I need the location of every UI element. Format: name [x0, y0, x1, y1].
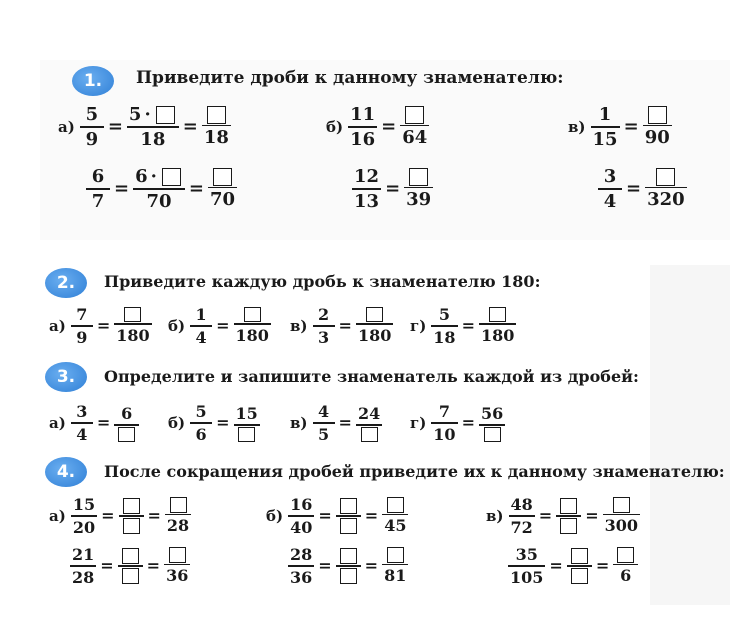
fraction [313, 305, 335, 347]
numerator: 5 [438, 305, 450, 324]
answer-box[interactable] [123, 518, 140, 534]
fraction [71, 402, 93, 444]
answer-box[interactable] [560, 498, 577, 514]
equals-sign: = [146, 556, 161, 576]
equals-sign: = [549, 556, 563, 576]
fraction [556, 498, 581, 534]
denominator: 9 [85, 128, 99, 150]
task-title: После сокращения дробей приведите их к данному знаменателю: [104, 462, 725, 481]
fraction [431, 305, 457, 347]
equals-sign: = [318, 556, 332, 576]
answer-box[interactable] [162, 168, 181, 186]
fraction [133, 166, 185, 212]
answer-box[interactable] [340, 548, 357, 564]
equals-sign: = [595, 556, 610, 576]
item-label: а) [58, 117, 75, 136]
fraction [348, 104, 377, 150]
equals-sign: = [364, 556, 379, 576]
task-title: Приведите дроби к данному знаменателю: [136, 68, 564, 88]
numerator: 12 [354, 166, 380, 187]
fraction [598, 166, 622, 212]
denominator: 7 [91, 190, 105, 212]
denominator: 15 [592, 128, 618, 150]
numerator: 6 [91, 166, 105, 187]
fraction [400, 106, 429, 149]
answer-box[interactable] [340, 568, 357, 584]
denominator: 28 [166, 516, 190, 536]
denominator: 28 [72, 567, 95, 587]
answer-box[interactable] [409, 168, 428, 186]
item-label: б) [168, 413, 186, 432]
equals-sign: = [96, 413, 111, 433]
fraction [352, 166, 381, 212]
equals-sign: = [216, 316, 230, 336]
numerator: 5 [85, 104, 99, 125]
fraction [591, 104, 620, 150]
multiply-dot: · [150, 166, 157, 187]
denominator: 18 [433, 327, 456, 347]
answer-box[interactable] [169, 547, 186, 563]
answer-box[interactable] [340, 518, 357, 534]
item-label: г) [410, 413, 427, 432]
fraction [114, 307, 151, 345]
answer-box[interactable] [387, 547, 404, 563]
task-number-badge: 1. [72, 66, 114, 96]
answer-box[interactable] [361, 427, 378, 442]
numerator: 48 [510, 495, 533, 514]
equals-sign: = [147, 506, 161, 526]
fraction [71, 495, 97, 537]
expression-4a-row1 [49, 495, 191, 537]
denominator: 90 [644, 127, 670, 149]
equals-sign: = [96, 316, 111, 336]
answer-box[interactable] [123, 498, 140, 514]
numerator: 24 [357, 404, 381, 423]
answer-box[interactable] [571, 548, 588, 564]
answer-box[interactable] [571, 568, 588, 584]
numerator: 2 [317, 305, 330, 324]
answer-box[interactable] [238, 427, 255, 442]
expression-2d [410, 305, 516, 347]
fraction [127, 104, 179, 150]
item-label: в) [290, 413, 308, 432]
numerator: 4 [317, 402, 330, 421]
task-title: Приведите каждую дробь к знаменателю 180: [104, 272, 541, 291]
numerator: 15 [235, 404, 258, 423]
fraction [479, 404, 505, 442]
item-label: г) [410, 316, 427, 335]
answer-box[interactable] [656, 168, 675, 186]
task-number-badge: 4. [45, 457, 87, 487]
answer-box[interactable] [213, 168, 232, 186]
numerator: 15 [72, 495, 96, 514]
answer-box[interactable] [366, 307, 383, 322]
fraction [190, 305, 212, 347]
numerator: 3 [76, 402, 88, 421]
expression-3c [290, 402, 382, 444]
denominator: 70 [146, 190, 172, 212]
expression-3a [49, 402, 139, 444]
item-label: в) [486, 506, 504, 525]
item-label: а) [49, 316, 66, 335]
numerator: 6 [121, 404, 133, 423]
denominator: 70 [210, 189, 236, 211]
answer-box[interactable] [340, 498, 357, 514]
answer-box[interactable] [648, 106, 667, 124]
fraction [336, 548, 361, 584]
fraction [404, 168, 433, 211]
numerator: 7 [438, 402, 450, 421]
equals-sign: = [318, 506, 332, 526]
item-label: а) [49, 413, 66, 432]
task-title: Определите и запишите знаменатель каждой из дробей: [104, 367, 639, 386]
equals-sign: = [364, 506, 379, 526]
denominator: 180 [235, 325, 269, 345]
answer-box[interactable] [613, 497, 630, 513]
equals-sign: = [182, 116, 198, 138]
equals-sign: = [188, 178, 204, 200]
expression-2c [290, 305, 393, 347]
fraction [567, 548, 592, 584]
denominator: 300 [604, 516, 639, 536]
denominator: 18 [203, 127, 229, 149]
numerator: 5 [128, 104, 142, 125]
numerator: 7 [76, 305, 88, 324]
denominator: 64 [402, 127, 428, 149]
fraction [118, 548, 143, 584]
numerator: 1 [598, 104, 612, 125]
fraction [119, 498, 144, 534]
expression-1b-row2 [352, 166, 433, 212]
equals-sign: = [107, 116, 123, 138]
item-label: а) [49, 506, 66, 525]
fraction [70, 545, 96, 587]
equals-sign: = [338, 316, 352, 336]
fraction [356, 404, 382, 442]
equals-sign: = [461, 413, 475, 433]
answer-box[interactable] [484, 427, 501, 442]
item-label: б) [326, 117, 344, 136]
answer-box[interactable] [207, 106, 226, 124]
numerator: 11 [350, 104, 376, 125]
equals-sign: = [585, 506, 599, 526]
answer-box[interactable] [244, 307, 261, 322]
equals-sign: = [626, 178, 642, 200]
expression-4b-row2 [288, 545, 408, 587]
answer-box[interactable] [560, 518, 577, 534]
numerator: 16 [290, 495, 313, 514]
denominator: 13 [354, 190, 380, 212]
fraction [114, 404, 139, 442]
denominator: 3 [317, 327, 330, 347]
fraction [336, 498, 361, 534]
denominator: 320 [647, 189, 685, 211]
denominator: 10 [433, 424, 456, 444]
equals-sign: = [381, 116, 397, 138]
fraction [288, 495, 314, 537]
equals-sign: = [338, 413, 352, 433]
expression-4b-row1 [266, 495, 408, 537]
numerator: 3 [603, 166, 617, 187]
expression-3d [410, 402, 505, 444]
expression-1a-row1 [58, 104, 231, 150]
denominator: 4 [195, 327, 207, 347]
fraction [313, 402, 335, 444]
denominator: 81 [384, 566, 407, 586]
multiply-dot: · [144, 104, 151, 125]
bleed-through-background [650, 265, 730, 605]
fraction [71, 305, 93, 347]
denominator: 39 [406, 189, 432, 211]
expression-4c-row1 [486, 495, 640, 537]
equals-sign: = [461, 316, 475, 336]
expression-1c-row1 [568, 104, 672, 150]
denominator: 180 [357, 325, 392, 345]
denominator: 40 [290, 517, 313, 537]
answer-box[interactable] [118, 427, 135, 442]
task-number-badge: 3. [45, 362, 87, 392]
denominator: 4 [76, 424, 88, 444]
denominator: 4 [603, 190, 617, 212]
item-label: в) [568, 117, 586, 136]
fraction [603, 497, 640, 536]
fraction [356, 307, 393, 345]
fraction [288, 545, 314, 587]
denominator: 72 [510, 517, 533, 537]
denominator: 6 [620, 566, 632, 586]
expression-4c-row2 [508, 545, 638, 587]
denominator: 105 [510, 567, 544, 587]
answer-box[interactable] [156, 106, 175, 124]
fraction [382, 547, 408, 586]
denominator: 180 [116, 325, 150, 345]
fraction [613, 547, 638, 586]
equals-sign: = [216, 413, 230, 433]
equals-sign: = [100, 556, 114, 576]
equals-sign: = [101, 506, 115, 526]
numerator: 1 [195, 305, 207, 324]
numerator: 5 [195, 402, 207, 421]
fraction [643, 106, 672, 149]
fraction [164, 547, 190, 586]
item-label: в) [290, 316, 308, 335]
item-label: б) [266, 506, 284, 525]
numerator: 56 [480, 404, 504, 423]
fraction [645, 168, 687, 211]
denominator: 5 [317, 424, 330, 444]
fraction [431, 402, 457, 444]
answer-box[interactable] [405, 106, 424, 124]
denominator: 9 [76, 327, 88, 347]
fraction [86, 166, 110, 212]
fraction [80, 104, 104, 150]
denominator: 6 [195, 424, 207, 444]
fraction [234, 307, 271, 345]
answer-box[interactable] [387, 497, 404, 513]
equals-sign: = [385, 178, 401, 200]
answer-box[interactable] [122, 568, 139, 584]
fraction [508, 545, 545, 587]
task-number-badge: 2. [45, 268, 87, 298]
answer-box[interactable] [170, 497, 187, 513]
fraction [202, 106, 231, 149]
denominator: 45 [384, 516, 407, 536]
equals-sign: = [114, 178, 130, 200]
denominator: 180 [480, 325, 515, 345]
item-label: б) [168, 316, 186, 335]
fraction [509, 495, 535, 537]
answer-box[interactable] [122, 548, 139, 564]
expression-1a-row2 [86, 166, 237, 212]
denominator: 16 [350, 128, 376, 150]
expression-4a-row2 [70, 545, 190, 587]
answer-box[interactable] [617, 547, 634, 563]
denominator: 36 [290, 567, 313, 587]
equals-sign: = [538, 506, 553, 526]
expression-1c-row2 [598, 166, 687, 212]
fraction [382, 497, 408, 536]
numerator: 28 [290, 545, 313, 564]
denominator: 36 [166, 566, 189, 586]
fraction [208, 168, 237, 211]
expression-1b-row1 [326, 104, 429, 150]
expression-2a [49, 305, 152, 347]
answer-box[interactable] [489, 307, 506, 322]
denominator: 20 [72, 517, 96, 537]
fraction [165, 497, 191, 536]
answer-box[interactable] [124, 307, 141, 322]
fraction [190, 402, 212, 444]
equals-sign: = [623, 116, 639, 138]
numerator: 35 [515, 545, 538, 564]
expression-3b [168, 402, 260, 444]
numerator: 21 [72, 545, 95, 564]
denominator: 18 [140, 128, 166, 150]
fraction [479, 307, 516, 345]
numerator: 6 [135, 166, 148, 187]
fraction [234, 404, 260, 442]
expression-2b [168, 305, 271, 347]
